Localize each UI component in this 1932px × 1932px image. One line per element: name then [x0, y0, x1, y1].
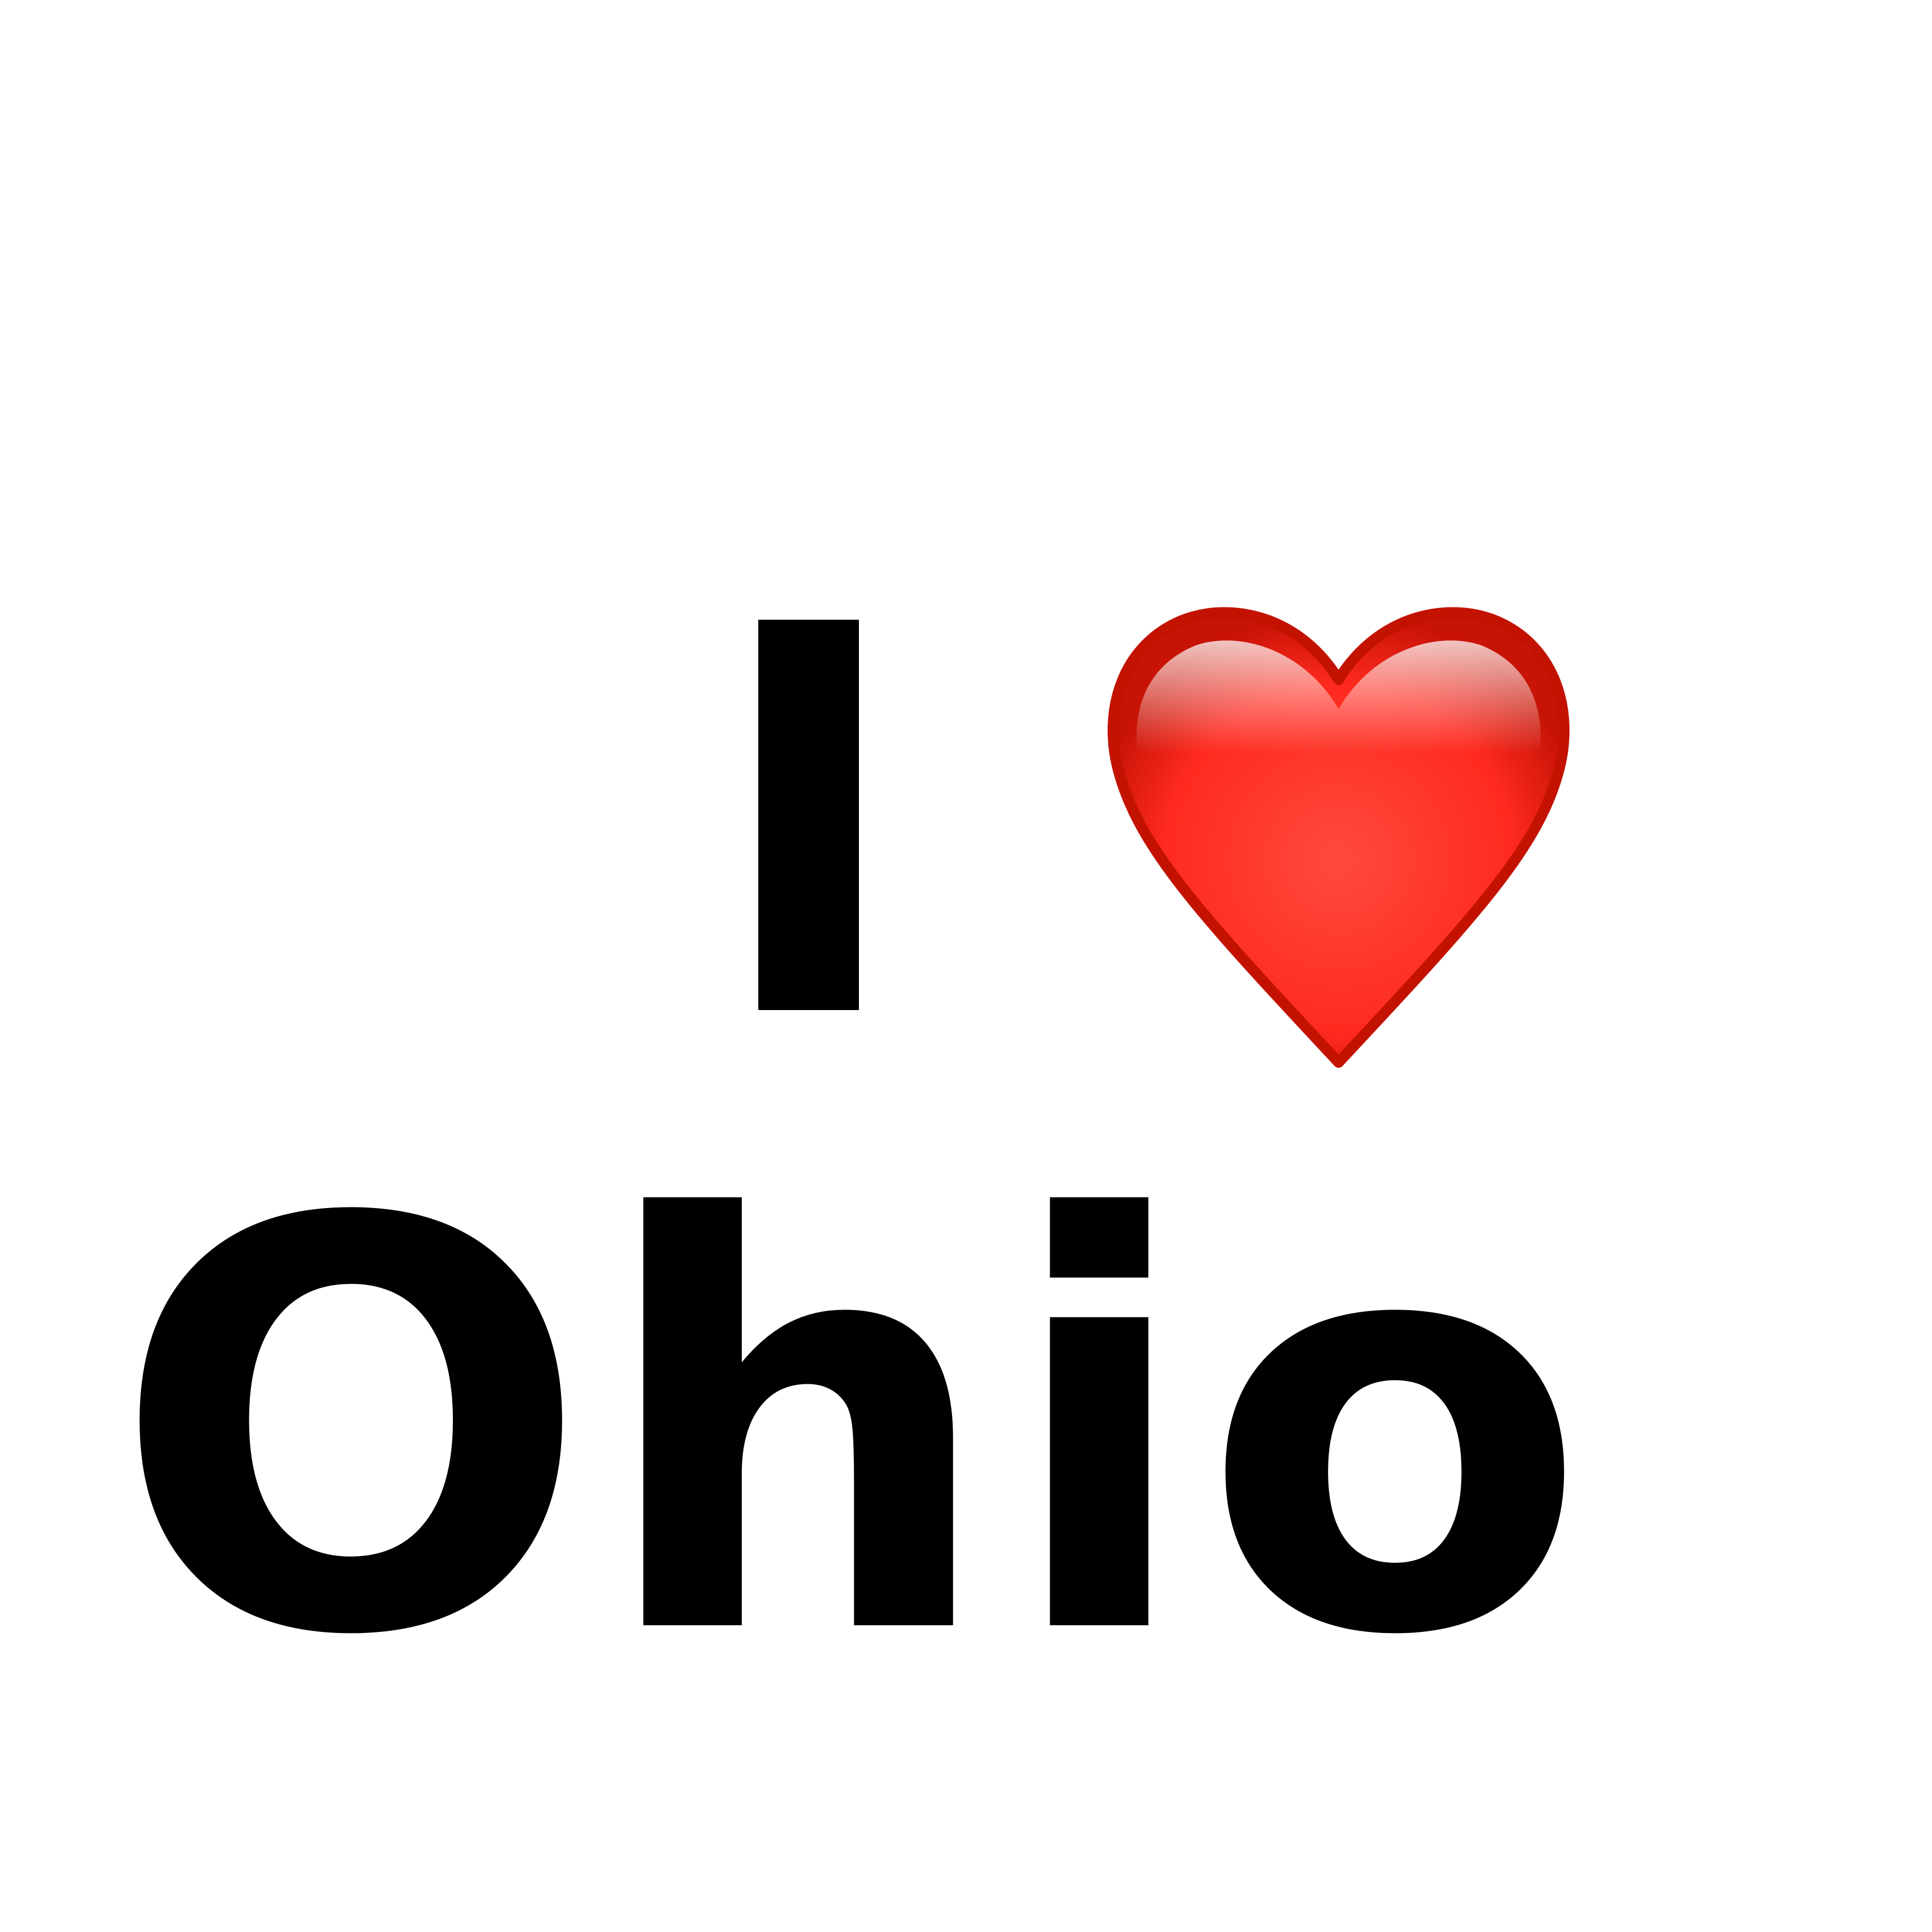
place-ohio: Ohio [112, 1103, 1594, 1759]
pronoun-i: I [709, 514, 909, 1137]
red-heart-icon [1093, 591, 1584, 1082]
